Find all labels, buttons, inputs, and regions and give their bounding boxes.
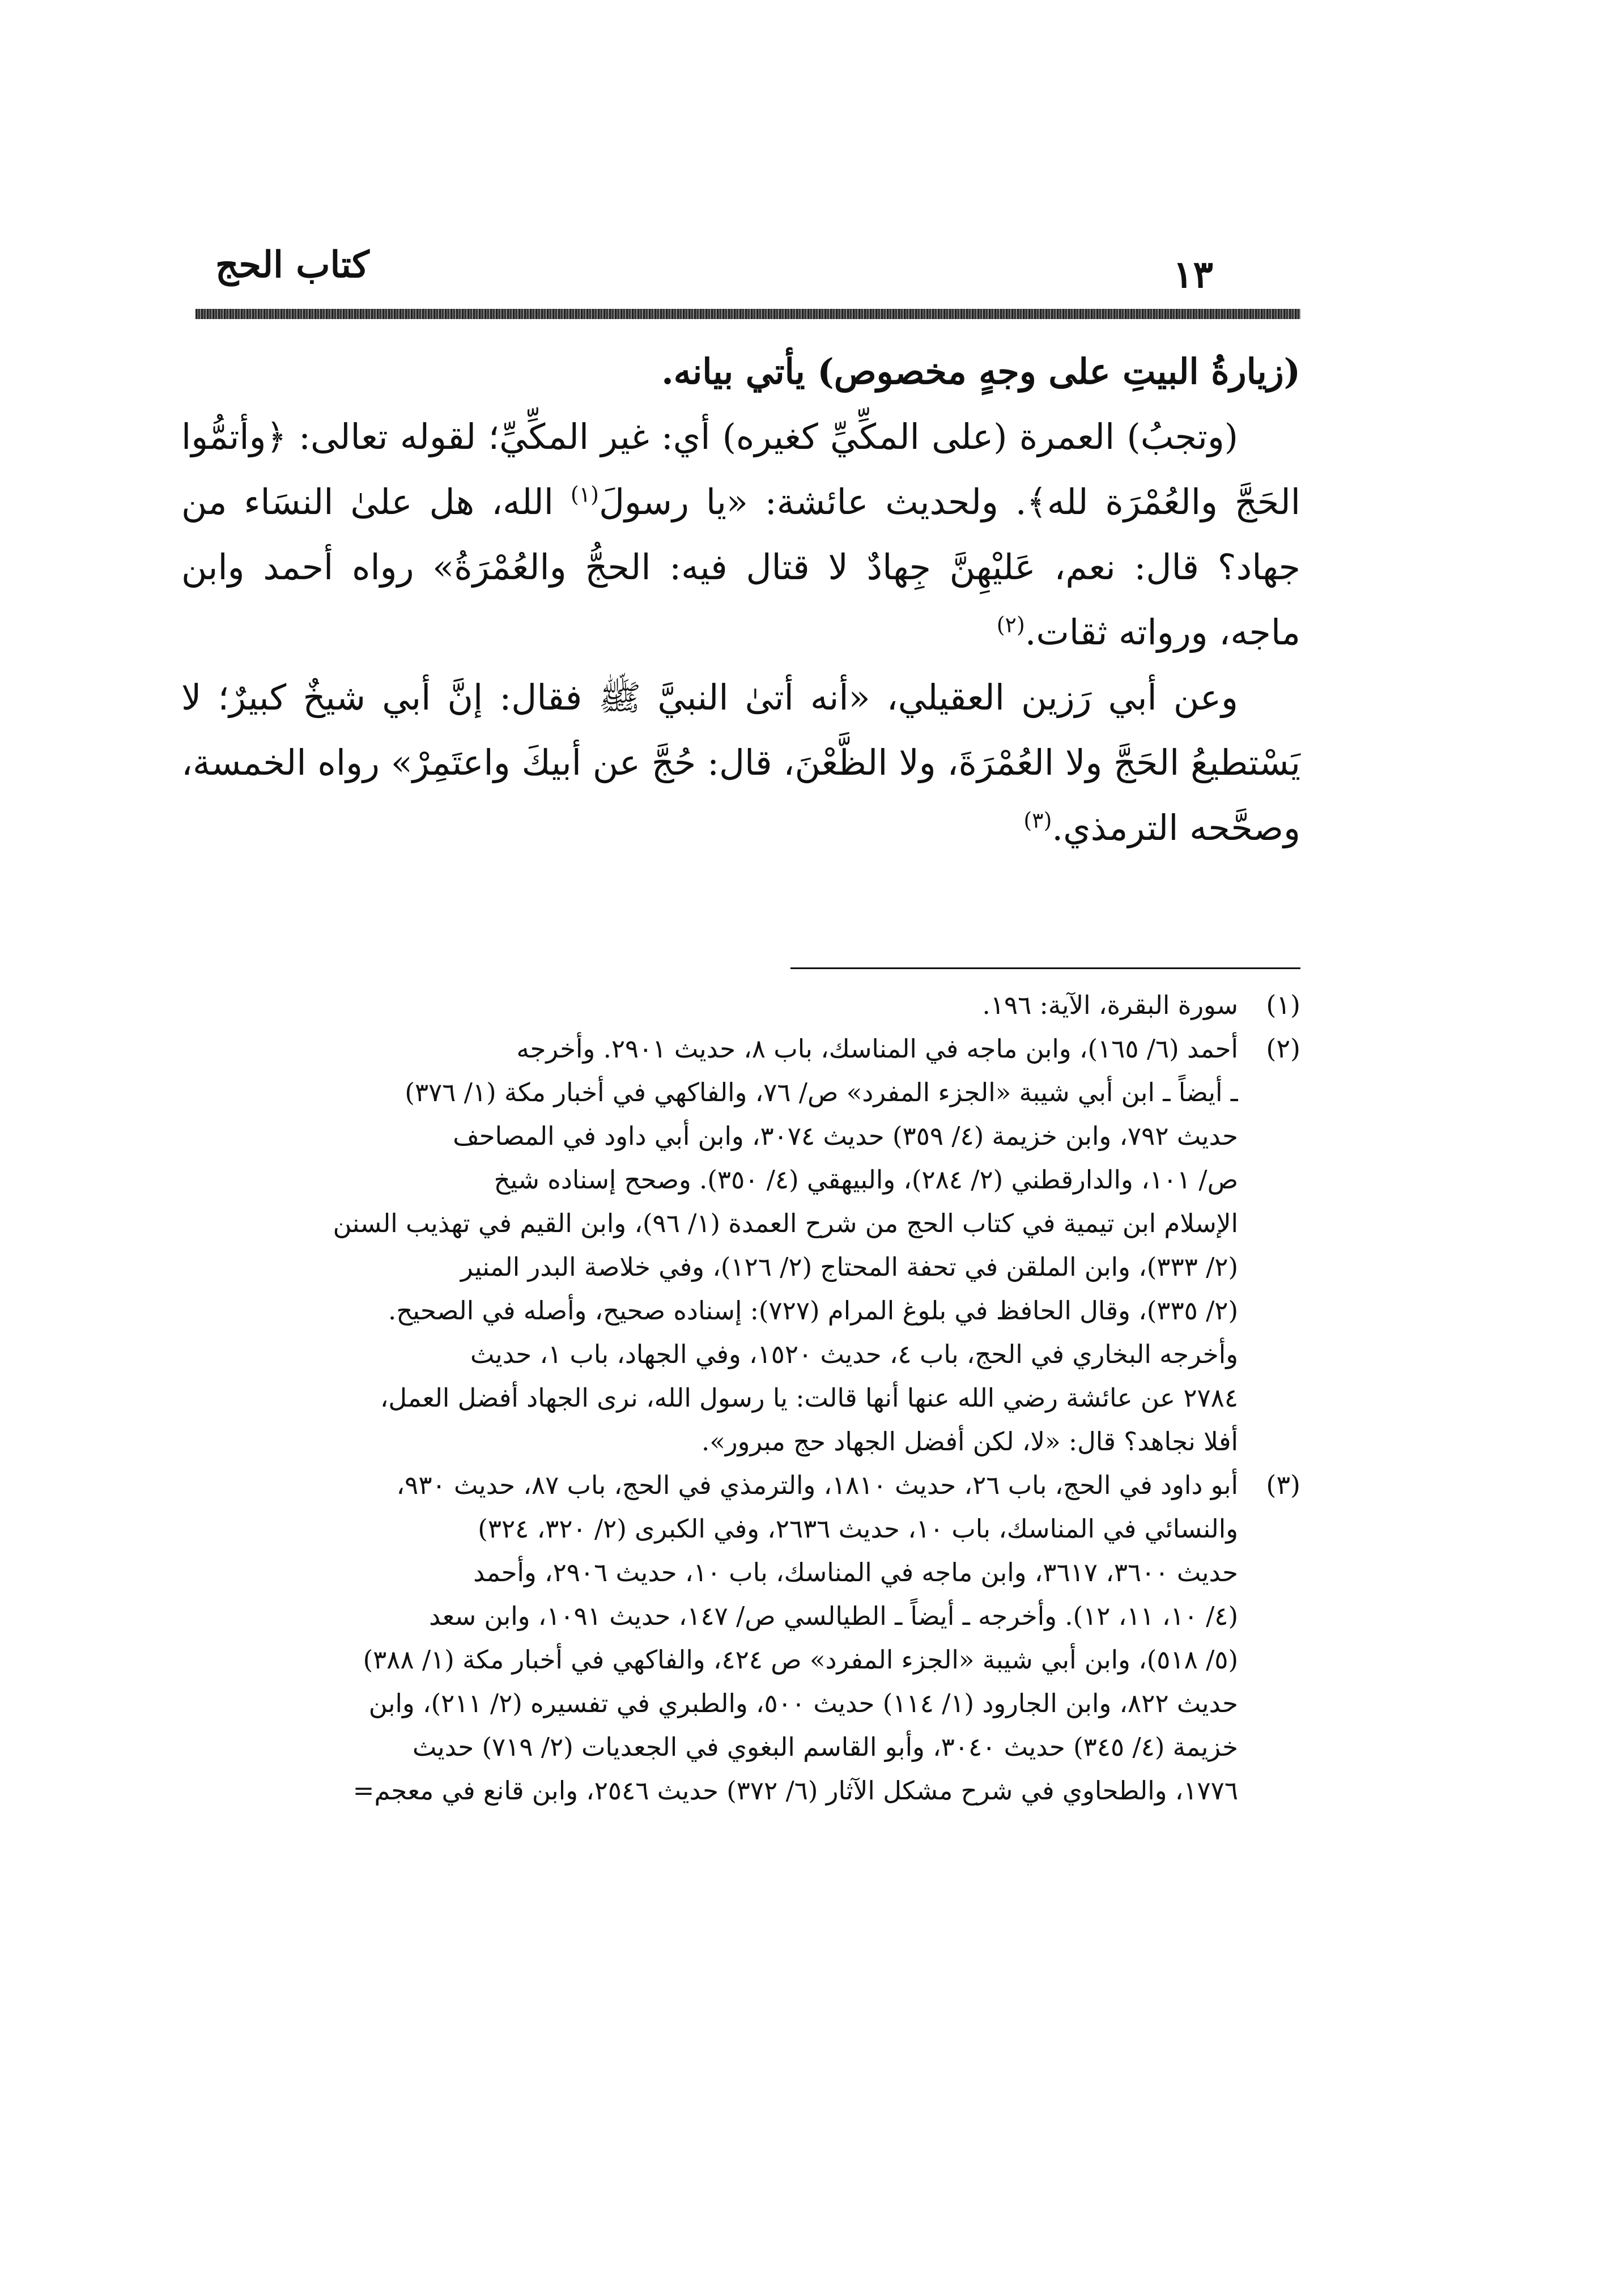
- footnote-line: حديث ٨٢٢، وابن الجارود (١/ ١١٤) حديث ٥٠٠، والطبري في تفسيره (٢/ ٢١١)، وابن: [368, 1688, 1238, 1718]
- footnote-marker[interactable]: (٢): [996, 612, 1025, 638]
- footnote-line: خزيمة (٤/ ٣٤٥) حديث ٣٠٤٠، وأبو القاسم البغوي في الجعديات (٢/ ٧١٩) حديث: [413, 1732, 1238, 1762]
- paragraph-line: واعتَمِرْ» رواه الخمسة، وصحَّحه الترمذي.: [181, 742, 1300, 848]
- footnote-line: سورة البقرة، الآية: ١٩٦.: [982, 990, 1238, 1020]
- paragraph-line: كبيرٌ؛ لا يَسْتطيعُ الحَجَّ ولا العُمْرَةَ، ولا الظَّعْنَ، قال: حُجَّ عن أبيكَ: [181, 677, 1300, 783]
- footnote-line: أبو داود في الحج، باب ٢٦، حديث ١٨١٠، والترمذي في الحج، باب ٨٧، حديث ٩٣٠،: [396, 1470, 1238, 1500]
- footnote-1: [181, 983, 1300, 1027]
- main-text: [181, 339, 1300, 860]
- footnote-line: ١٧٧٦، والطحاوي في شرح مشكل الآثار (٦/ ٣٧٢) حديث ٢٥٤٦، وابن قانع في معجم=: [352, 1776, 1238, 1806]
- footnote-3: [181, 1463, 1300, 1812]
- running-head: كتاب الحج: [215, 244, 369, 286]
- paragraph-1: [181, 339, 1300, 404]
- paragraph-3: [181, 665, 1300, 860]
- page-number: ١٣: [1173, 252, 1213, 296]
- footnote-marker[interactable]: (٣): [1023, 808, 1052, 833]
- footnote-number: (١): [1266, 990, 1300, 1020]
- paragraph-line: وعن أبي رَزين العقيلي، «أنه أتىٰ النبيَّ ﷺ فقال: إنَّ أبي شيخٌ: [303, 677, 1238, 718]
- footnote-line: (٢/ ٣٣٥)، وقال الحافظ في بلوغ المرام (٧٢٧): إسناده صحيح، وأصله في الصحيح.: [388, 1296, 1238, 1326]
- footnote-line: أحمد (٦/ ١٦٥)، وابن ماجه في المناسك، باب ٨، حديث ٢٩٠١. وأخرجه: [516, 1034, 1238, 1064]
- footnote-line: (٢/ ٣٣٣)، وابن الملقن في تحفة المحتاج (٢/ ١٢٦)، وفي خلاصة البدر المنير: [460, 1252, 1238, 1282]
- footnote-line: ص/ ١٠١، والدارقطني (٢/ ٢٨٤)، والبيهقي (٤/ ٣٥٠). وصحح إسناده شيخ: [494, 1165, 1238, 1195]
- footnote-line: أفلا نجاهد؟ قال: «لا، لكن أفضل الجهاد حج مبرور».: [702, 1426, 1238, 1457]
- paragraph-line: تعالى: ﴿وأتمُّوا الحَجَّ والعُمْرَة لله﴾. ولحديث عائشة: «يا رسولَ: [181, 416, 1301, 523]
- footnote-line: الإسلام ابن تيمية في كتاب الحج من شرح العمدة (١/ ٩٦)، وابن القيم في تهذيب السنن: [333, 1208, 1238, 1238]
- paragraph-2: [181, 404, 1300, 665]
- footnote-number: (٣): [1266, 1470, 1300, 1500]
- footnote-number: (٢): [1266, 1033, 1300, 1064]
- paragraph-line: الله، هل علىٰ النسَاء من جهاد؟ قال: نعم، عَليْهِنَّ جِهادٌ لا قتال فيه:: [181, 481, 1300, 588]
- footnote-line: حديث ٧٩٢، وابن خزيمة (٤/ ٣٥٩) حديث ٣٠٧٤، وابن أبي داود في المصاحف: [453, 1121, 1238, 1151]
- footnote-2: [181, 1027, 1300, 1463]
- footnote-line: ـ أيضاً ـ ابن أبي شيبة «الجزء المفرد» ص/ ٧٦، والفاكهي في أخبار مكة (١/ ٣٧٦): [405, 1077, 1238, 1107]
- footnotes: [181, 983, 1300, 1812]
- footnote-marker[interactable]: (١): [570, 482, 599, 507]
- paragraph-line: (وتجبُ) العمرة (على المكِّيِّ كغيره) أي: غير المكِّيِّ؛ لقوله: [399, 416, 1238, 457]
- footnote-line: وأخرجه البخاري في الحج، باب ٤، حديث ١٥٢٠، وفي الجهاد، باب ١، حديث: [470, 1339, 1238, 1369]
- footnote-line: ٢٧٨٤ عن عائشة رضي الله عنها أنها قالت: يا رسول الله، نرى الجهاد أفضل العمل،: [380, 1383, 1238, 1413]
- footnote-line: حديث ٣٦٠٠، ٣٦١٧، وابن ماجه في المناسك، باب ١٠، حديث ٢٩٠٦، وأحمد: [473, 1557, 1238, 1587]
- paragraph-line: (زيارةُ البيتِ على وجهٍ مخصوص) يأتي بيانه.: [661, 351, 1300, 392]
- footnote-line: والنسائي في المناسك، باب ١٠، حديث ٢٦٣٦، وفي الكبرى (٢/ ٣٢٠، ٣٢٤): [478, 1514, 1238, 1544]
- paragraph-line: الحجُّ والعُمْرَةُ» رواه أحمد وابن ماجه، ورواته ثقات.: [181, 546, 1300, 653]
- header-rule: [195, 309, 1300, 319]
- footnote-line: (٥/ ٥١٨)، وابن أبي شيبة «الجزء المفرد» ص ٤٢٤، والفاكهي في أخبار مكة (١/ ٣٨٨): [363, 1645, 1238, 1675]
- footnote-separator: [790, 967, 1300, 969]
- footnote-line: (٤/ ١٠، ١١، ١٢). وأخرجه ـ أيضاً ـ الطيالسي ص/ ١٤٧، حديث ١٠٩١، وابن سعد: [429, 1601, 1238, 1631]
